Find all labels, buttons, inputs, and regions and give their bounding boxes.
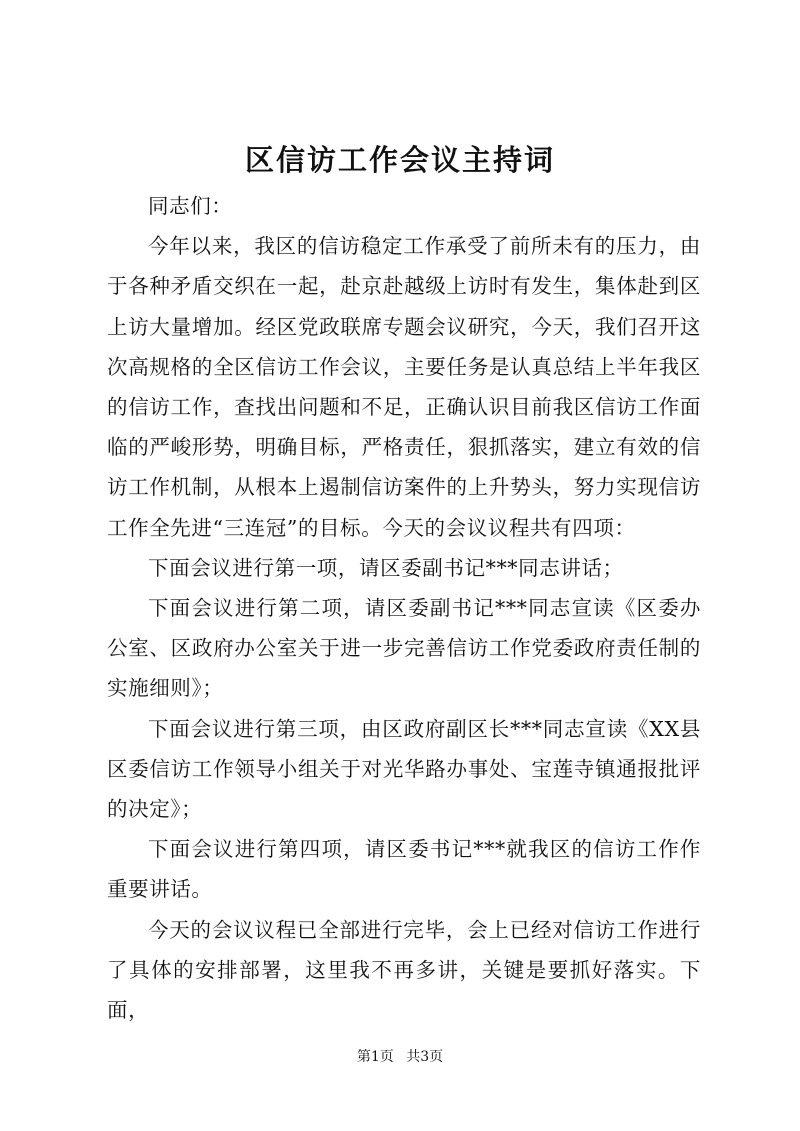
paragraph-intro: 今年以来，我区的信访稳定工作承受了前所未有的压力，由于各种矛盾交织在一起，赴京赴越级上访时有发生，集体赴到区上访大量增加。经区党政联席专题会议研究，今天，我们召开这次高规格的全区信访工作会议，主要任务是认真总结上半年我区的信访工作，查找出问题和不足，正确认识目前我区信访工作面临的严峻形势，明确目标，严格责任，狠抓落实，建立有效的信访工作机制，从根本上遏制信访案件的上升势头，努力实现信访工作全先进“三连冠”的目标。今天的会议议程共有四项：	[107, 234, 701, 540]
document-body	[107, 186, 701, 1030]
page-number: 第1页	[356, 1049, 394, 1065]
paragraph-item-2: 下面会议进行第二项，请区委副书记***同志宣读《区委办公室、区政府办公室关于进一步完善信访工作党委政府责任制的实施细则》；	[107, 596, 701, 701]
paragraph-item-3: 下面会议进行第三项，由区政府副区长***同志宣读《XX县区委信访工作领导小组关于对光华路办事处、宝莲寺镇通报批评的决定》；	[107, 716, 701, 822]
page-footer	[0, 1047, 800, 1067]
document-title: 区信访工作会议主持词	[244, 143, 555, 177]
salutation: 同志们：	[148, 194, 233, 218]
paragraph-closing: 今天的会议议程已全部进行完毕，会上已经对信访工作进行了具体的安排部署，这里我不再多讲，关键是要抓好落实。下面，	[107, 917, 701, 1023]
paragraph-item-4: 下面会议进行第四项，请区委书记***就我区的信访工作作重要讲话。	[107, 837, 701, 902]
paragraph-item-1: 下面会议进行第一项，请区委副书记***同志讲话；	[148, 555, 624, 580]
page-total: 共3页	[406, 1049, 444, 1065]
